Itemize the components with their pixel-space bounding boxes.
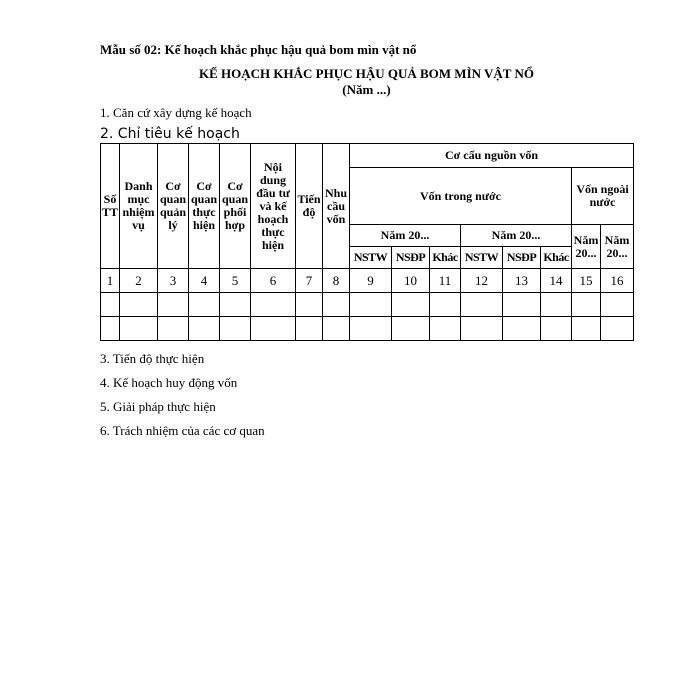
column-number: 15 [572, 269, 601, 293]
column-number: 2 [120, 269, 158, 293]
table-cell [101, 317, 120, 341]
column-number: 14 [541, 269, 572, 293]
header-so-tt: Số TT [101, 144, 120, 269]
section-basis: 1. Căn cứ xây dựng kế hoạch [100, 105, 252, 120]
table-cell [392, 317, 430, 341]
header-co-quan-thuc-hien: Cơ quan thực hiện [189, 144, 220, 269]
header-von-ngoai-nuoc: Vốn ngoài nước [572, 168, 634, 225]
column-number: 6 [251, 269, 296, 293]
table-cell [220, 317, 251, 341]
table-cell [251, 317, 296, 341]
table-cell [430, 293, 461, 317]
column-number-row [101, 269, 634, 293]
column-number: 4 [189, 269, 220, 293]
column-number: 9 [350, 269, 392, 293]
plan-table [100, 143, 634, 341]
column-number: 1 [101, 269, 120, 293]
form-label: Mẫu số 02: Kế hoạch khắc phục hậu quả bom mìn vật nổ [100, 42, 417, 57]
header-nsdp-a: NSĐP [392, 247, 430, 269]
header-danh-muc: Danh mục nhiệm vụ [120, 144, 158, 269]
header-nam-c: Năm 20... [572, 225, 601, 269]
section-progress: 3. Tiến độ thực hiện [100, 351, 205, 366]
table-cell [541, 293, 572, 317]
header-nam-d: Năm 20... [601, 225, 634, 269]
header-noi-dung: Nội dung đầu tư và kế hoạch thực hiện [251, 144, 296, 269]
table-cell [392, 293, 430, 317]
header-nhu-cau-von: Nhu cầu vốn [323, 144, 350, 269]
section-solutions: 5. Giải pháp thực hiện [100, 399, 216, 414]
table-cell [541, 317, 572, 341]
header-co-quan-phoi-hop: Cơ quan phối hợp [220, 144, 251, 269]
table-cell [189, 317, 220, 341]
header-nstw-b: NSTW [461, 247, 503, 269]
section-capital-mobilization: 4. Kế hoạch huy động vốn [100, 375, 238, 390]
header-row-1 [101, 144, 634, 168]
column-number: 10 [392, 269, 430, 293]
table-cell [296, 293, 323, 317]
column-number: 12 [461, 269, 503, 293]
table-cell [461, 293, 503, 317]
table-cell [572, 293, 601, 317]
header-khac-a: Khác [430, 247, 461, 269]
column-number: 11 [430, 269, 461, 293]
header-co-cau-nguon-von: Cơ cấu nguồn vốn [350, 144, 634, 168]
table-cell [323, 317, 350, 341]
table-cell [120, 317, 158, 341]
table-cell [158, 293, 189, 317]
document-subtitle: (Năm ...) [342, 82, 391, 97]
table-cell [158, 317, 189, 341]
section-targets: 2. Chỉ tiêu kế hoạch [100, 126, 240, 142]
table-cell [350, 317, 392, 341]
table-cell [601, 317, 634, 341]
column-number: 16 [601, 269, 634, 293]
table-cell [503, 317, 541, 341]
section-responsibilities: 6. Trách nhiệm của các cơ quan [100, 423, 265, 438]
table-cell [220, 293, 251, 317]
header-khac-b: Khác [541, 247, 572, 269]
header-von-trong-nuoc: Vốn trong nước [350, 168, 572, 225]
table-cell [323, 293, 350, 317]
table-cell [430, 317, 461, 341]
header-nstw-a: NSTW [350, 247, 392, 269]
table-cell [461, 317, 503, 341]
table-cell [572, 317, 601, 341]
table-cell [120, 293, 158, 317]
header-nsdp-b: NSĐP [503, 247, 541, 269]
header-nam-a: Năm 20... [350, 225, 461, 247]
column-number: 13 [503, 269, 541, 293]
table-row [101, 317, 634, 341]
table-cell [350, 293, 392, 317]
header-nam-b: Năm 20... [461, 225, 572, 247]
table-cell [503, 293, 541, 317]
header-tien-do: Tiến độ [296, 144, 323, 269]
table-row [101, 293, 634, 317]
column-number: 8 [323, 269, 350, 293]
table-cell [296, 317, 323, 341]
document-title: KẾ HOẠCH KHẮC PHỤC HẬU QUẢ BOM MÌN VẬT NỔ [199, 66, 534, 81]
header-co-quan-quan-ly: Cơ quan quản lý [158, 144, 189, 269]
table-cell [101, 293, 120, 317]
table-cell [189, 293, 220, 317]
column-number: 5 [220, 269, 251, 293]
column-number: 7 [296, 269, 323, 293]
table-cell [601, 293, 634, 317]
table-cell [251, 293, 296, 317]
column-number: 3 [158, 269, 189, 293]
